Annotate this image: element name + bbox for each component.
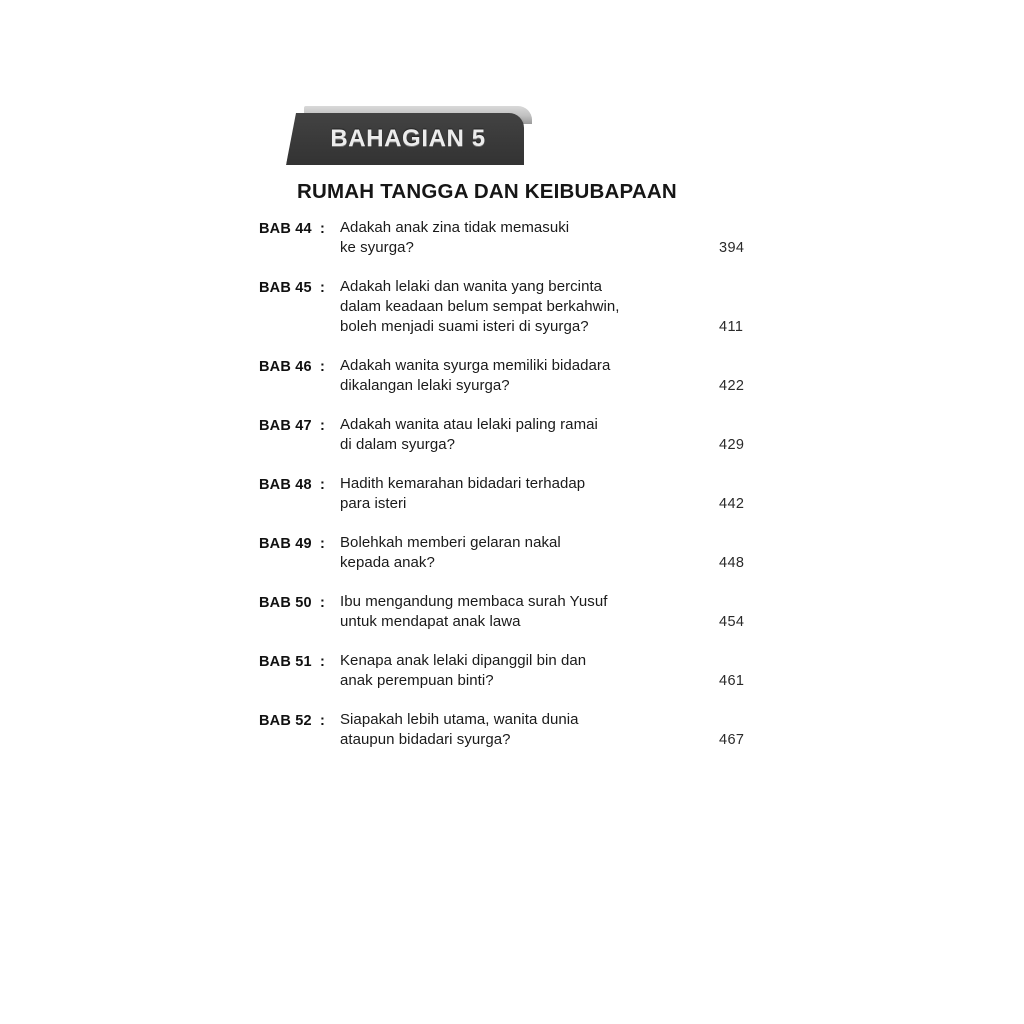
toc-title-line: Siapakah lebih utama, wanita dunia <box>340 711 579 728</box>
toc-title-line: para isteri <box>340 495 407 512</box>
toc-page-number: 467 <box>719 732 745 748</box>
toc-separator: : <box>320 713 325 729</box>
toc-title-line: Hadith kemarahan bidadari terhadap <box>340 475 586 492</box>
toc-title-line: Adakah anak zina tidak memasuki <box>340 219 570 236</box>
toc-chapter-label: BAB 51 <box>259 654 312 670</box>
table-of-contents <box>259 218 779 769</box>
toc-chapter-label: BAB 48 <box>259 477 312 493</box>
toc-entry[interactable] <box>259 218 779 258</box>
toc-separator: : <box>320 477 325 493</box>
toc-entry[interactable] <box>259 533 779 573</box>
toc-chapter-label: BAB 50 <box>259 595 312 611</box>
toc-chapter-label: BAB 44 <box>259 221 312 237</box>
toc-title-line: Bolehkah memberi gelaran nakal <box>340 534 561 551</box>
toc-title-line: ataupun bidadari syurga? <box>340 731 511 748</box>
toc-title-line: dalam keadaan belum sempat berkahwin, <box>340 298 620 315</box>
toc-entry-title <box>340 592 779 632</box>
toc-entry-title <box>340 218 779 258</box>
toc-title-line: boleh menjadi suami isteri di syurga? <box>340 318 589 335</box>
toc-entry-title <box>340 277 779 337</box>
toc-entry[interactable] <box>259 651 779 691</box>
section-banner <box>286 106 536 168</box>
toc-title-line: Ibu mengandung membaca surah Yusuf <box>340 593 608 610</box>
toc-page-number: 442 <box>719 496 745 512</box>
toc-separator: : <box>320 418 325 434</box>
toc-entry-title <box>340 415 779 455</box>
toc-chapter-label: BAB 49 <box>259 536 312 552</box>
toc-entry[interactable] <box>259 592 779 632</box>
toc-entry[interactable] <box>259 277 779 337</box>
toc-title-line: untuk mendapat anak lawa <box>340 613 521 630</box>
toc-separator: : <box>320 280 325 296</box>
toc-title-line: anak perempuan binti? <box>340 672 494 689</box>
toc-entry-title <box>340 474 779 514</box>
toc-page-number: 461 <box>719 673 745 689</box>
toc-entry-title <box>340 651 779 691</box>
toc-separator: : <box>320 595 325 611</box>
toc-entry[interactable] <box>259 356 779 396</box>
toc-entry-title <box>340 356 779 396</box>
toc-entry[interactable] <box>259 710 779 750</box>
toc-title-line: Kenapa anak lelaki dipanggil bin dan <box>340 652 587 669</box>
toc-title-line: dikalangan lelaki syurga? <box>340 377 510 394</box>
banner-title: BAHAGIAN 5 <box>330 125 486 152</box>
toc-page-number: 411 <box>719 319 744 335</box>
toc-separator: : <box>320 654 325 670</box>
toc-page-number: 429 <box>719 437 745 453</box>
toc-page-number: 394 <box>719 240 745 256</box>
toc-title-line: Adakah wanita syurga memiliki bidadara <box>340 357 611 374</box>
toc-entry-title <box>340 533 779 573</box>
toc-chapter-label: BAB 52 <box>259 713 312 729</box>
toc-separator: : <box>320 359 325 375</box>
toc-separator: : <box>320 221 325 237</box>
toc-chapter-label: BAB 45 <box>259 280 312 296</box>
toc-chapter-label: BAB 47 <box>259 418 312 434</box>
toc-title-line: Adakah wanita atau lelaki paling ramai <box>340 416 598 433</box>
toc-page-number: 454 <box>719 614 745 630</box>
toc-page-number: 448 <box>719 555 745 571</box>
toc-entry[interactable] <box>259 474 779 514</box>
toc-title-line: ke syurga? <box>340 239 414 256</box>
toc-entry[interactable] <box>259 415 779 455</box>
toc-title-line: kepada anak? <box>340 554 435 571</box>
section-subtitle: RUMAH TANGGA DAN KEIBUBAPAAN <box>297 180 677 203</box>
toc-page-number: 422 <box>719 378 745 394</box>
toc-title-line: Adakah lelaki dan wanita yang bercinta <box>340 278 603 295</box>
toc-chapter-label: BAB 46 <box>259 359 312 375</box>
toc-separator: : <box>320 536 325 552</box>
toc-title-line: di dalam syurga? <box>340 436 456 453</box>
toc-entry-title <box>340 710 779 750</box>
